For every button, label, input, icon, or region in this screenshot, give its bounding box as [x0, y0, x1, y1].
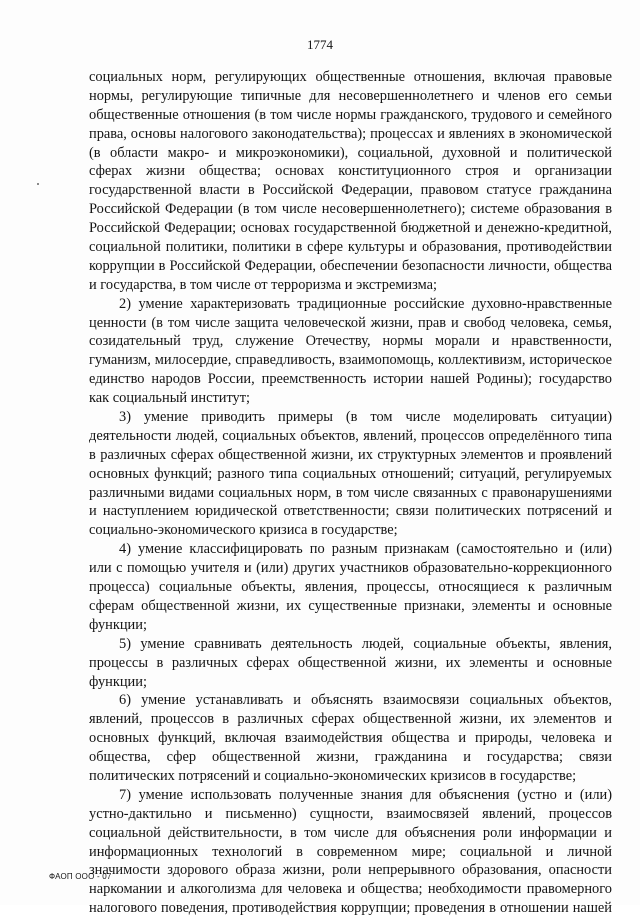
paragraph-3-start: 3) умение приводить примеры (в том числе моделировать ситуации) [119, 409, 612, 426]
text-line: политических потрясений и социально-экономических кризисов в государстве; [89, 767, 577, 784]
text-line: общественные отношения (в том числе нормы гражданского, трудового и семейного [89, 106, 612, 123]
text-line: гуманизм, милосердие, справедливость, взаимопомощь, коллективизм, историческое [89, 352, 612, 369]
text-line: различными видами социальных норм, в том числе связанных с правонарушениями [89, 484, 612, 501]
text-line: Российской Федерации; основах государственной бюджетной и денежно-кредитной, [89, 220, 612, 237]
text-line: единство народов России, преемственность истории нашей Родины); государство [89, 371, 612, 388]
text-line: нормы, регулирующие типичные для несовершеннолетнего и членов его семьи [89, 87, 612, 104]
text-line: социальных норм, регулирующих общественные отношения, включая правовые [89, 69, 612, 85]
text-line: основных функций, включая взаимодействия общества и природы, человека и [89, 730, 612, 747]
text-line: функции; [89, 673, 147, 690]
page-number: 1774 [307, 37, 333, 52]
scan-speck [37, 183, 39, 185]
text-line: или с помощью учителя и (или) других участников образовательно-коррекционного [89, 560, 612, 577]
text-line: функции; [89, 616, 147, 633]
paragraph-7-start: 7) умение использовать полученные знания для объяснения (устно и (или) [119, 786, 612, 803]
paragraph-6-start: 6) умение устанавливать и объяснять взаимосвязи социальных объектов, [119, 692, 612, 709]
text-line: явлений, процессов в различных сферах общественной жизни, их элементов и [89, 711, 612, 728]
text-line: процессы в различных сферах общественной жизни, их элементы и основные [89, 654, 612, 671]
paragraph-2-start: 2) умение характеризовать традиционные российские духовно-нравственные [119, 295, 612, 312]
text-line: (в области макро- и микроэкономики), социальной, духовной и политической [89, 144, 612, 161]
text-line: коррупции в Российской Федерации, обеспечении безопасности личности, общества [89, 257, 612, 274]
text-line: созидательный труд, служение Отечеству, нормы морали и нравственности, [89, 333, 612, 350]
text-line: сферам общественной жизни, их существенные признаки, элементы и основные [89, 597, 612, 614]
text-line: значимости здорового образа жизни, роли непрерывного образования, опасности [89, 862, 612, 879]
text-line: в различных сферах общественной жизни, их структурных элементов и проявлений [89, 446, 612, 463]
paragraph-5-start: 5) умение сравнивать деятельность людей, социальные объекты, явления, [119, 635, 612, 652]
text-line: общества, сфер общественной жизни, гражданина и государства; связи [89, 749, 612, 766]
text-line: права, основы налогового законодательства); процессах и явлениях в экономической [89, 125, 612, 142]
text-line: государственной власти в Российской Федерации, правовом статусе гражданина [89, 182, 612, 199]
text-line: информационных технологий в современном мире; социальной и личной [89, 843, 612, 860]
body-text [89, 68, 612, 918]
text-line: и наступлением юридической ответственности; связи политических потрясений и [89, 503, 612, 520]
text-line: наркомании и алкоголизма для человека и общества; необходимости правомерного [89, 881, 612, 898]
text-line: Российской Федерации (в том числе несовершеннолетнего); системе образования в [89, 201, 612, 218]
text-line: деятельности людей, социальных объектов, явлений, процессов определённого типа [89, 427, 612, 444]
text-line: социальной действительности, в том числе для объяснения роли информации и [89, 824, 612, 841]
text-line: сферах жизни общества; основах конституционного строя и организации [89, 163, 612, 180]
text-line: социально-экономического кризиса в государстве; [89, 522, 398, 539]
paragraph-4-start: 4) умение классифицировать по разным признакам (самостоятельно и (или) [119, 541, 612, 558]
text-line: налогового поведения, противодействия коррупции; проведения в отношении нашей [89, 900, 612, 917]
text-line: основных функций; разного типа социальных отношений; ситуаций, регулируемых [89, 465, 612, 482]
text-line: процесса) социальные объекты, явления, процессы, относящиеся к различным [89, 579, 612, 596]
text-line: социальной политики, политики в сфере культуры и образования, противодействии [89, 239, 612, 256]
document-footer: ФАОП ООО - 07 [49, 872, 112, 881]
text-line: ценности (в том числе защита человеческой жизни, прав и свобод человека, семья, [89, 314, 612, 331]
text-line: устно-дактильно и письменно) сущности, взаимосвязей явлений, процессов [89, 805, 612, 822]
text-line: и государства, в том числе от терроризма и экстремизма; [89, 276, 438, 293]
text-line: как социальный институт; [89, 390, 251, 407]
